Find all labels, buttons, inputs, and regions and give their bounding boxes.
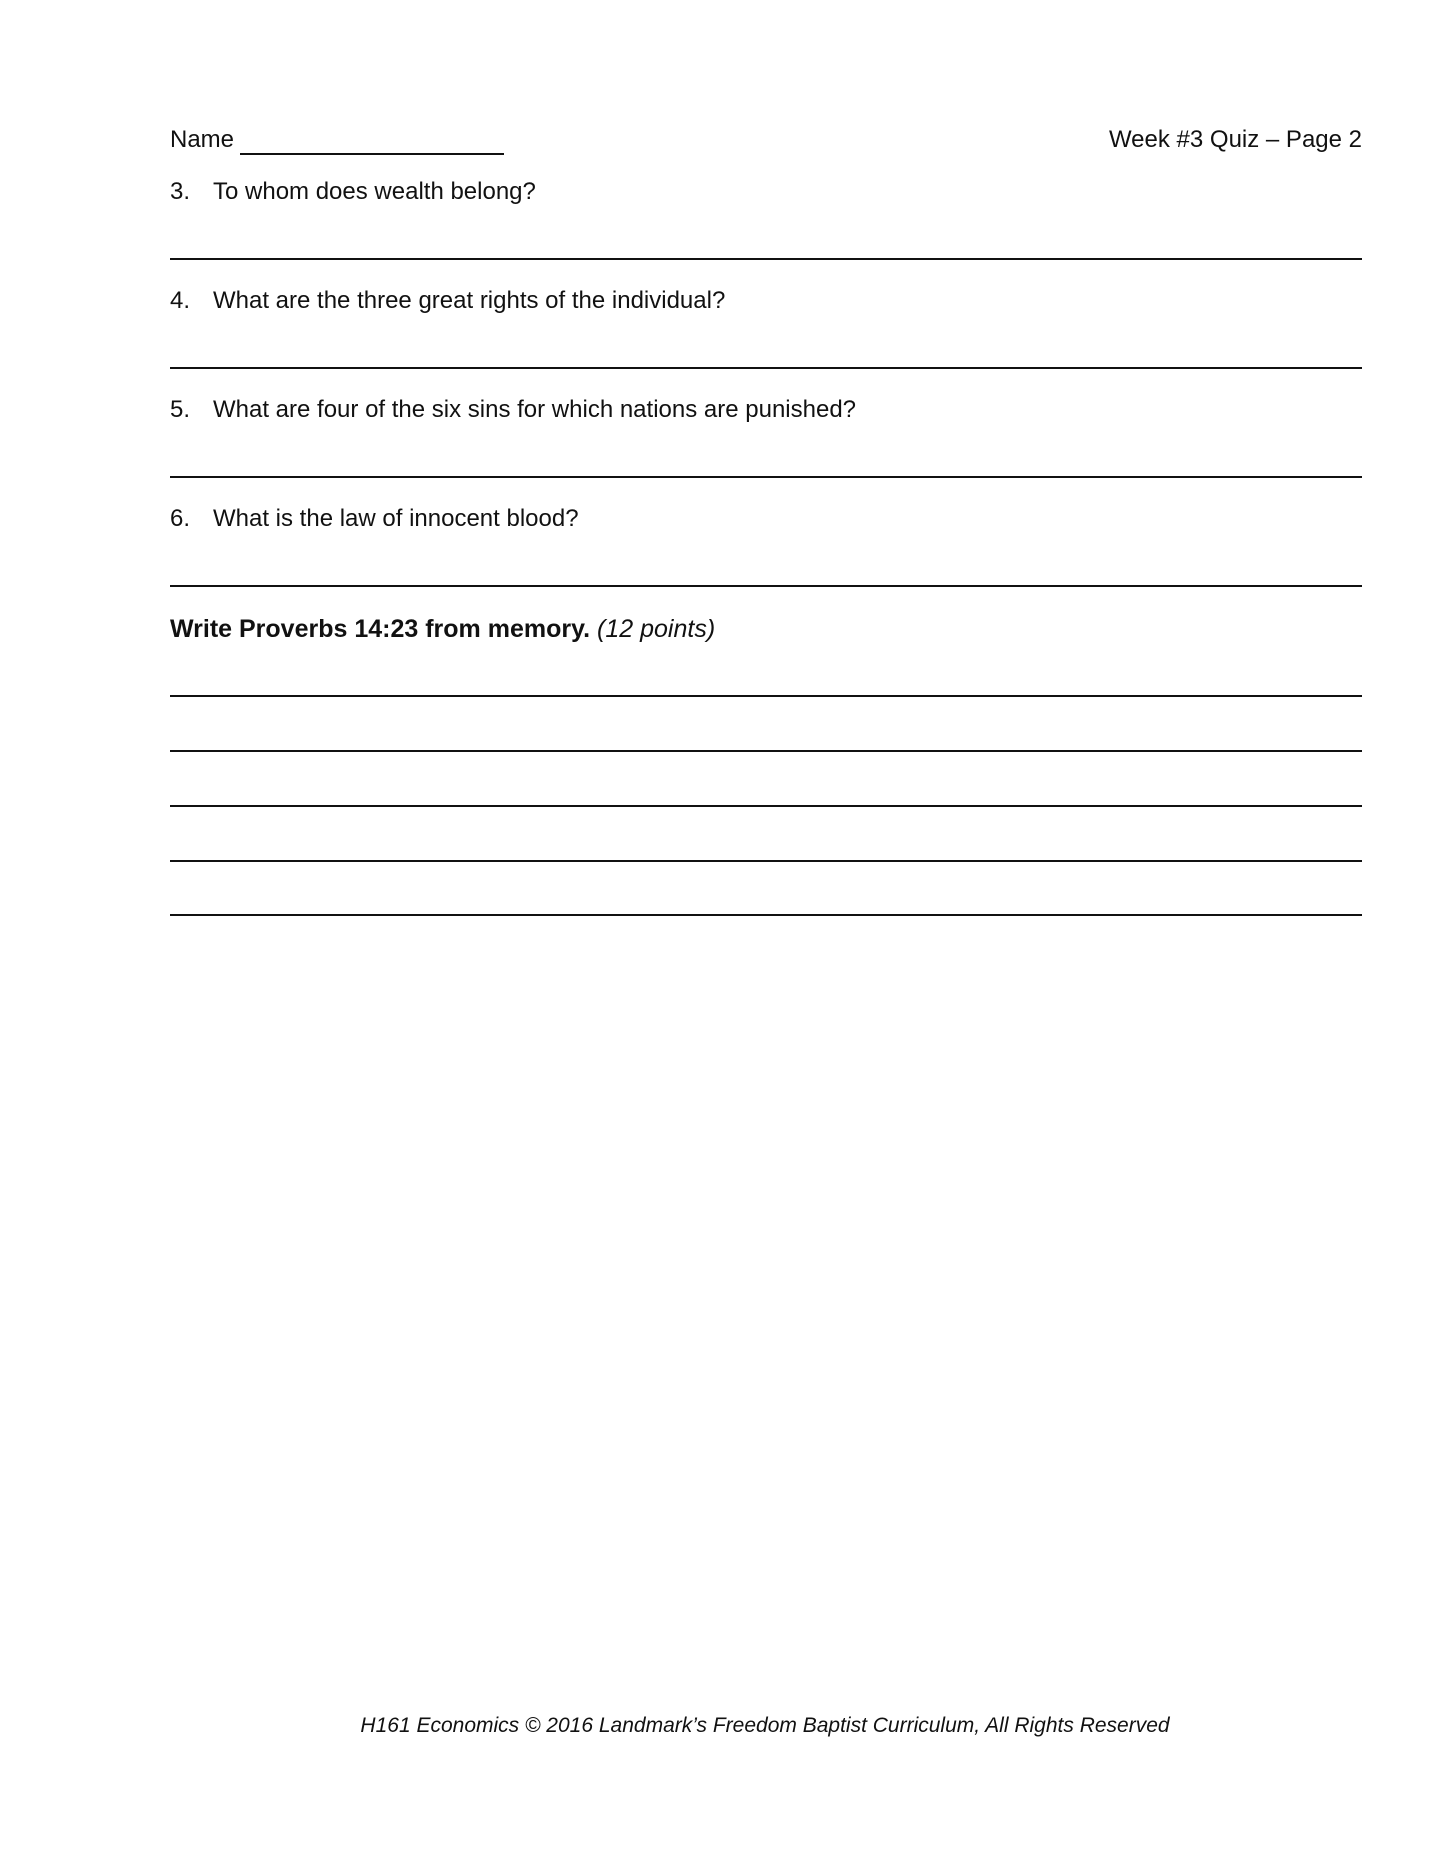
- name-blank-line: [240, 153, 504, 155]
- question-text: What is the law of innocent blood?: [213, 505, 579, 532]
- question-number: 6.: [170, 505, 191, 532]
- question-number: 4.: [170, 287, 191, 314]
- memory-verse-points: (12 points): [597, 615, 716, 643]
- memory-answer-line: [170, 695, 1362, 697]
- page-label: Week #3 Quiz – Page 2: [1108, 126, 1362, 153]
- memory-answer-line: [170, 914, 1362, 916]
- copyright-footer: H161 Economics © 2016 Landmark’s Freedom Baptist Curriculum, All Rights Reserved: [360, 1714, 1170, 1737]
- memory-answer-line: [170, 750, 1362, 752]
- memory-answer-line: [170, 805, 1362, 807]
- name-label: Name: [170, 126, 235, 153]
- question-text: What are the three great rights of the individual?: [213, 287, 726, 314]
- question-number: 5.: [170, 396, 191, 423]
- question-number: 3.: [170, 178, 191, 205]
- answer-line-3: [170, 258, 1362, 260]
- answer-line-4: [170, 367, 1362, 369]
- memory-verse-instruction: Write Proverbs 14:23 from memory.: [170, 615, 591, 643]
- answer-line-5: [170, 476, 1362, 478]
- question-text: What are four of the six sins for which nations are punished?: [213, 396, 857, 423]
- question-text: To whom does wealth belong?: [213, 178, 536, 205]
- memory-answer-line: [170, 860, 1362, 862]
- answer-line-6: [170, 585, 1362, 587]
- page-header: [170, 126, 1362, 160]
- memory-verse-heading: [170, 615, 715, 644]
